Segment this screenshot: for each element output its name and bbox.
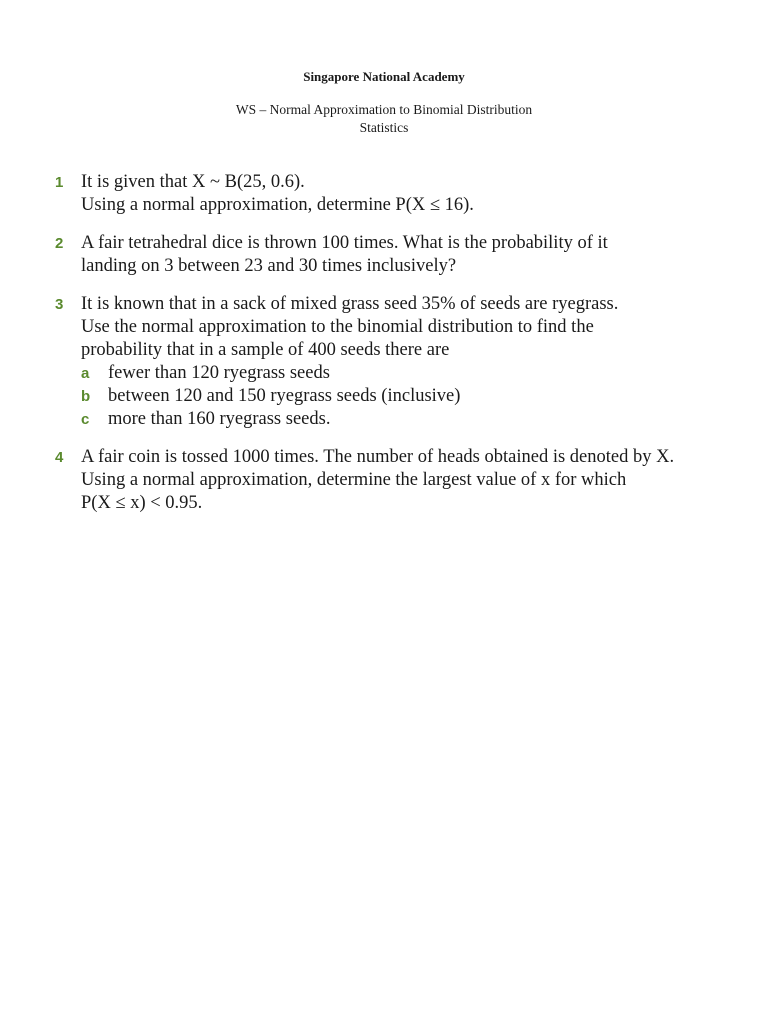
question-line: P(X ≤ x) < 0.95. xyxy=(81,493,203,513)
question-1 xyxy=(55,171,735,217)
question-line: probability that in a sample of 400 seeds there are xyxy=(81,340,450,360)
part-label: b xyxy=(81,388,91,405)
question-body xyxy=(81,446,735,515)
question-number: 2 xyxy=(55,235,64,252)
part-text: between 120 and 150 ryegrass seeds (inclusive) xyxy=(108,386,461,406)
question-number: 3 xyxy=(55,296,64,313)
question-line: A fair coin is tossed 1000 times. The number of heads obtained is denoted by X. xyxy=(81,447,675,467)
question-line: It is given that X ~ B(25, 0.6). xyxy=(81,172,305,192)
question-body xyxy=(81,232,735,278)
question-part-a xyxy=(81,362,735,385)
question-2 xyxy=(55,232,735,278)
part-text: more than 160 ryegrass seeds. xyxy=(108,409,331,429)
question-4 xyxy=(55,446,735,515)
question-line: Using a normal approximation, determine P(X ≤ 16). xyxy=(81,195,474,215)
question-number: 4 xyxy=(55,449,64,466)
question-body xyxy=(81,293,735,431)
question-number: 1 xyxy=(55,174,64,191)
part-label: a xyxy=(81,365,90,382)
question-3 xyxy=(55,293,735,431)
subject-label: Statistics xyxy=(359,120,409,135)
question-line: A fair tetrahedral dice is thrown 100 times. What is the probability of it xyxy=(81,233,608,253)
question-line: landing on 3 between 23 and 30 times inclusively? xyxy=(81,256,457,276)
question-line: Use the normal approximation to the binomial distribution to find the xyxy=(81,317,594,337)
question-part-b xyxy=(81,385,735,408)
question-line: It is known that in a sack of mixed grass seed 35% of seeds are ryegrass. xyxy=(81,294,619,314)
question-line: Using a normal approximation, determine the largest value of x for which xyxy=(81,470,627,490)
worksheet-title: WS – Normal Approximation to Binomial Distribution xyxy=(235,102,533,117)
part-label: c xyxy=(81,411,90,428)
school-name: Singapore National Academy xyxy=(303,69,465,84)
part-text: fewer than 120 ryegrass seeds xyxy=(108,363,330,383)
question-body xyxy=(81,171,735,217)
question-part-c xyxy=(81,408,735,431)
